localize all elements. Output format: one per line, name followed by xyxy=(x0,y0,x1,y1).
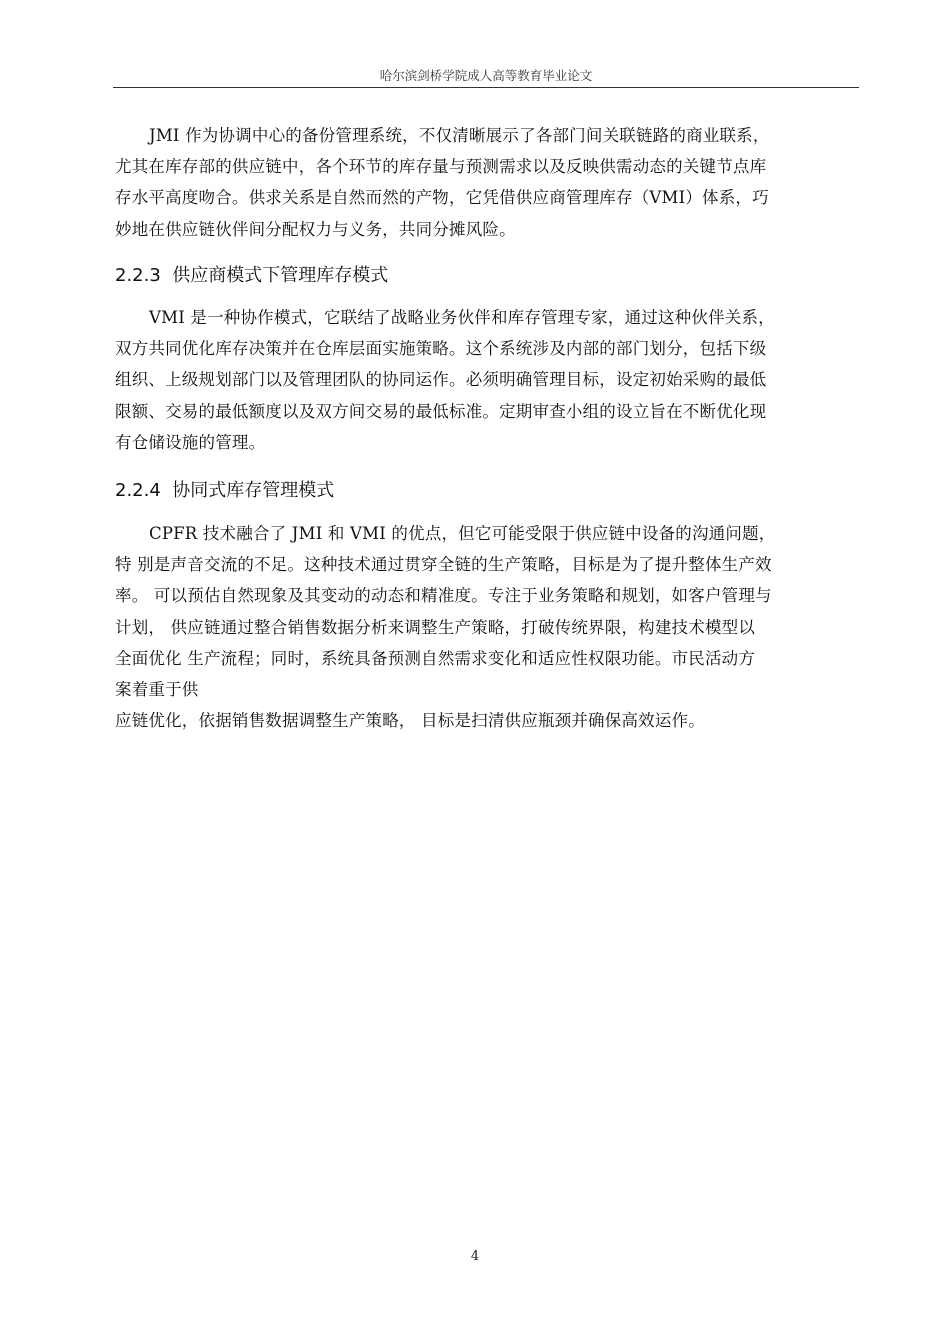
text-line: JMI 作为协调中心的备份管理系统，不仅清晰展示了各部门间关联链路的商业联系， xyxy=(149,126,770,145)
text-line: 尤其在库存部的供应链中，各个环节的库存量与预测需求以及反映供需动态的关键节点库 xyxy=(115,157,767,177)
page-number: 4 xyxy=(470,1249,480,1264)
text-line: 组织、上级规划部门以及管理团队的协同运作。必须明确管理目标，设定初始采购的最低 xyxy=(115,370,767,390)
section-heading-2-2-3 xyxy=(115,261,388,287)
text-line: 存水平高度吻合。供求关系是自然而然的产物，它凭借供应商管理库存（VMI）体系，巧 xyxy=(115,188,769,208)
text-line: 限额、交易的最低额度以及双方间交易的最低标准。定期审查小组的设立旨在不断优化现 xyxy=(115,401,767,421)
header-divider xyxy=(113,87,859,88)
section-title: 供应商模式下管理库存模式 xyxy=(172,265,389,286)
text-line: 全面优化 生产流程；同时，系统具备预测自然需求变化和适应性权限功能。市民活动方 xyxy=(115,648,756,668)
text-line: 妙地在供应链伙伴间分配权力与义务，共同分摊风险。 xyxy=(115,219,516,239)
section-heading-2-2-4 xyxy=(115,476,334,502)
paragraph-vmi xyxy=(115,302,860,458)
text-line: 双方共同优化库存决策并在仓库层面实施策略。这个系统涉及内部的部门划分，包括下级 xyxy=(115,339,767,359)
text-line: 有仓储设施的管理。 xyxy=(115,432,266,452)
paragraph-jmi xyxy=(115,120,860,245)
text-line: 案着重于供 xyxy=(115,680,199,700)
text-line: 应链优化，依据销售数据调整生产策略， 目标是扫清供应瓶颈并确保高效运作。 xyxy=(115,711,705,731)
text-line: 特 别是声音交流的不足。这种技术通过贯穿全链的生产策略，目标是为了提升整体生产效 xyxy=(115,555,772,575)
page-header: 哈尔滨剑桥学院成人高等教育毕业论文 xyxy=(379,68,593,83)
section-number: 2.2.3 xyxy=(115,265,161,286)
paragraph-cpfr xyxy=(115,518,860,736)
text-line: 计划， 供应链通过整合销售数据分析来调整生产策略，打破传统界限，构建技术模型以 xyxy=(115,617,756,637)
text-line: CPFR 技术融合了 JMI 和 VMI 的优点，但它可能受限于供应链中设备的沟通问题， xyxy=(149,524,776,543)
text-line: 率。 可以预估自然现象及其变动的动态和精准度。专注于业务策略和规划，如客户管理与 xyxy=(115,586,772,606)
section-title: 协同式库存管理模式 xyxy=(172,480,335,501)
section-number: 2.2.4 xyxy=(115,480,161,501)
text-line: VMI 是一种协作模式，它联结了战略业务伙伴和库存管理专家，通过这种伙伴关系， xyxy=(149,308,775,327)
